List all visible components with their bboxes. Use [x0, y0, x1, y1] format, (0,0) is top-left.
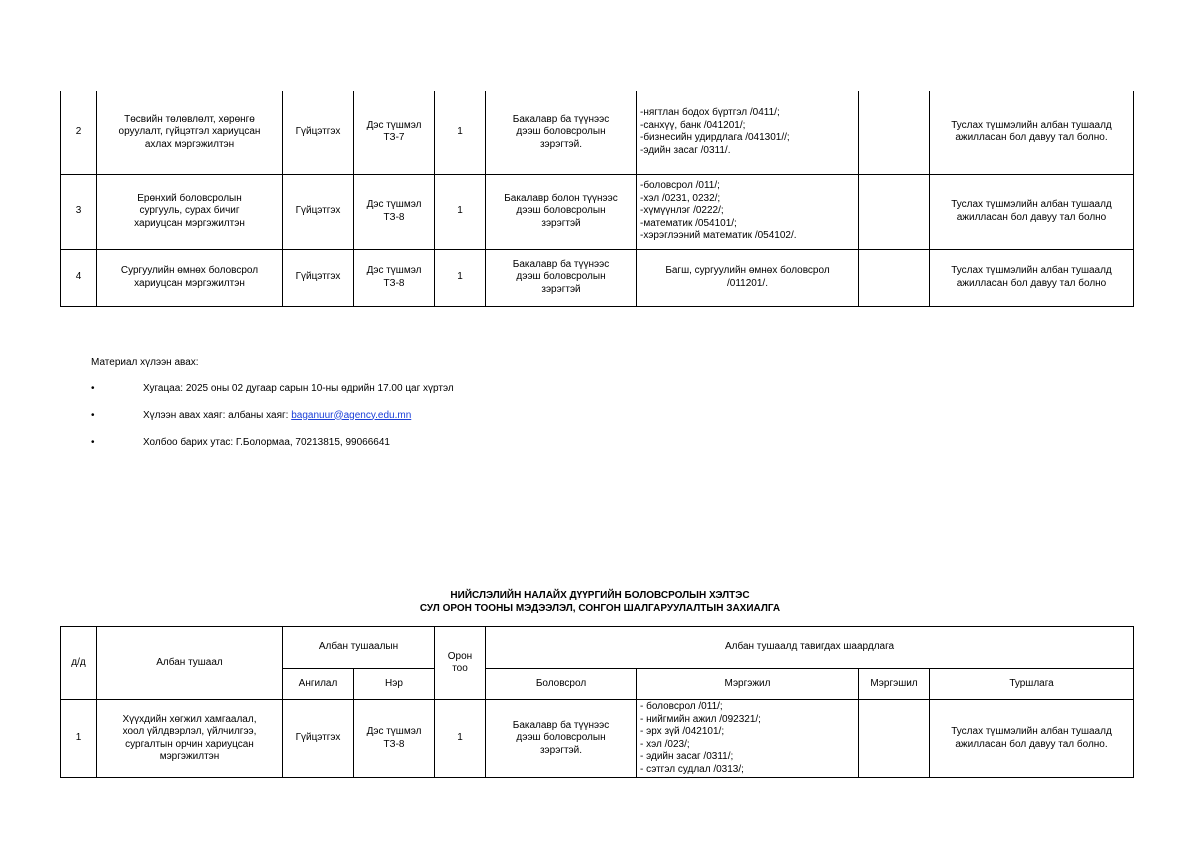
- header-experience: Туршлага: [930, 669, 1134, 700]
- cell-profession: [637, 91, 859, 174]
- education-line: зэрэгтэй: [541, 283, 581, 295]
- cell-profession: [637, 700, 859, 778]
- cell-skill: [859, 700, 930, 778]
- profession-line: -нягтлан бодох бүртгэл /0411/;: [640, 107, 780, 119]
- experience-line: Туслах түшмэлийн албан тушаалд: [951, 265, 1112, 276]
- cell-experience: [930, 91, 1134, 174]
- position-line: Төсвийн төлөвлөлт, хөрөнгө: [124, 113, 255, 125]
- table-row: [61, 174, 1134, 249]
- position-line: мэргэжилтэн: [159, 751, 220, 762]
- rank-line: ТЗ-8: [383, 211, 405, 223]
- education-line: дээш боловсролын: [516, 126, 606, 137]
- cell-rank: [354, 174, 435, 249]
- rank-line: ТЗ-8: [383, 738, 405, 750]
- cell-profession: [637, 174, 859, 249]
- cell-position: [97, 700, 283, 778]
- cell-count: 1: [435, 249, 486, 306]
- position-line: хариуцсан мэргэжилтэн: [134, 217, 245, 229]
- bullet: •: [91, 436, 95, 448]
- document-heading: [0, 589, 1200, 615]
- header-position-of: Албан тушаалын: [283, 627, 435, 669]
- header-requirements: Албан тушаалд тавигдах шаардлага: [486, 627, 1134, 669]
- position-line: Хүүхдийн хөгжил хамгаалал,: [122, 713, 257, 725]
- cell-position: [97, 91, 283, 174]
- cell-no: 3: [61, 174, 97, 249]
- vacancy-table: [60, 626, 1134, 778]
- profession-line: - хэл /023/;: [640, 738, 690, 750]
- heading-line-2: СУЛ ОРОН ТООНЫ МЭДЭЭЛЭЛ, СОНГОН ШАЛГАРУУЛАЛТЫН ЗАХИАЛГА: [419, 603, 781, 614]
- cell-category: Гүйцэтгэх: [283, 91, 354, 174]
- header-profession: Мэргэжил: [637, 669, 859, 700]
- profession-line: - эрх зүй /042101/;: [640, 726, 725, 737]
- profession-line: - эдийн засаг /0311/;: [640, 751, 734, 762]
- experience-line: ажилласан бол давуу тал болно: [956, 277, 1107, 289]
- profession-line: -боловсрол /011/;: [640, 180, 720, 192]
- cell-skill: [859, 174, 930, 249]
- bullet: •: [91, 382, 95, 394]
- position-line: ахлах мэргэжилтэн: [144, 138, 235, 150]
- profession-line: -эдийн засаг /0311/.: [640, 144, 731, 156]
- education-line: зэрэгтэй.: [539, 744, 583, 756]
- cell-education: [486, 700, 637, 778]
- profession-line: -хүмүүнлэг /0222/;: [640, 205, 724, 217]
- experience-line: ажилласан бол давуу тал болно: [956, 211, 1107, 223]
- header-no: д/д: [61, 627, 97, 700]
- education-line: зэрэгтэй: [541, 217, 581, 229]
- education-line: дээш боловсролын: [516, 271, 606, 283]
- cell-rank: [354, 249, 435, 306]
- cell-category: Гүйцэтгэх: [283, 249, 354, 306]
- profession-line: /011201/.: [727, 277, 768, 289]
- cell-no: 4: [61, 249, 97, 306]
- cell-skill: [859, 91, 930, 174]
- cell-profession: [637, 249, 859, 306]
- cell-position: [97, 174, 283, 249]
- cell-count: 1: [435, 700, 486, 778]
- bullet: •: [91, 409, 95, 421]
- rank-line: Дэс түшмэл: [366, 199, 422, 210]
- position-line: Ерөнхий боловсролын: [137, 192, 242, 204]
- rank-line: ТЗ-7: [383, 132, 405, 144]
- header-count-line: Орон: [447, 650, 473, 662]
- profession-line: - боловсрол /011/;: [640, 701, 723, 712]
- education-line: зэрэгтэй.: [539, 138, 583, 150]
- profession-line: -хэрэглээний математик /054102/.: [640, 230, 797, 242]
- cell-education: [486, 174, 637, 249]
- position-line: сургууль, сурах бичиг: [139, 205, 240, 217]
- header-position: Албан тушаал: [97, 627, 283, 700]
- education-line: Бакалавр болон түүнээс: [504, 192, 618, 204]
- cell-rank: [354, 700, 435, 778]
- materials-heading: Материал хүлээн авах:: [91, 357, 199, 368]
- rank-line: ТЗ-8: [383, 277, 405, 289]
- profession-line: - сэтгэл судлал /0313/;: [640, 763, 744, 775]
- contact-item: [91, 437, 454, 451]
- cell-category: Гүйцэтгэх: [283, 700, 354, 778]
- cell-experience: [930, 700, 1134, 778]
- address-label: Хүлээн авах хаяг: албаны хаяг:: [143, 409, 292, 421]
- cell-rank: [354, 91, 435, 174]
- education-line: Бакалавр ба түүнээс: [512, 113, 610, 125]
- deadline-item: [91, 383, 454, 397]
- education-line: Бакалавр ба түүнээс: [512, 258, 610, 270]
- cell-education: [486, 249, 637, 306]
- header-count-line: тоо: [452, 663, 468, 674]
- position-line: оруулалт, гүйцэтгэл хариуцсан: [118, 126, 261, 137]
- profession-line: -хэл /0231, 0232/;: [640, 192, 721, 204]
- experience-line: ажилласан бол давуу тал болно.: [955, 132, 1108, 144]
- cell-no: 2: [61, 91, 97, 174]
- position-line: сургалтын орчин хариуцсан: [125, 738, 254, 750]
- profession-line: Багш, сургуулийн өмнөх боловсрол: [665, 265, 830, 276]
- cell-skill: [859, 249, 930, 306]
- profession-line: - нийгмийн ажил /092321/;: [640, 713, 761, 725]
- heading-line-1: НИЙСЛЭЛИЙН НАЛАЙХ ДҮҮРГИЙН БОЛОВСРОЛЫН ХЭЛТЭС: [450, 590, 750, 601]
- cell-position: [97, 249, 283, 306]
- position-line: хариуцсан мэргэжилтэн: [134, 277, 245, 289]
- header-skill: Мэргэшил: [859, 669, 930, 700]
- rank-line: Дэс түшмэл: [366, 119, 422, 131]
- cell-count: 1: [435, 174, 486, 249]
- rank-line: Дэс түшмэл: [366, 265, 422, 276]
- contact-text: Холбоо барих утас: Г.Болормаа, 70213815, 99066641: [143, 436, 390, 448]
- cell-no: 1: [61, 700, 97, 778]
- header-education: Боловсрол: [486, 669, 637, 700]
- education-line: дээш боловсролын: [516, 205, 606, 217]
- experience-line: Туслах түшмэлийн албан тушаалд: [951, 199, 1112, 210]
- cell-category: Гүйцэтгэх: [283, 174, 354, 249]
- table-row: [61, 700, 1134, 778]
- email-link[interactable]: baganuur@agency.edu.mn: [291, 409, 412, 421]
- profession-line: -санхүү, банк /041201/;: [640, 119, 746, 131]
- cell-experience: [930, 249, 1134, 306]
- position-line: хоол үйлдвэрлэл, үйлчилгээ,: [122, 726, 257, 737]
- cell-experience: [930, 174, 1134, 249]
- position-line: Сургуулийн өмнөх боловсрол: [120, 265, 259, 276]
- deadline-text: Хугацаа: 2025 оны 02 дугаар сарын 10-ны өдрийн 17.00 цаг хүртэл: [143, 382, 454, 394]
- experience-line: Туслах түшмэлийн албан тушаалд: [951, 726, 1112, 737]
- experience-line: Туслах түшмэлийн албан тушаалд: [951, 119, 1112, 131]
- profession-line: -бизнесийн удирдлага /041301//;: [640, 132, 790, 144]
- table-row: [61, 91, 1134, 174]
- cell-education: [486, 91, 637, 174]
- table-row: [61, 249, 1134, 306]
- header-rank: Нэр: [354, 669, 435, 700]
- profession-line: -математик /054101/;: [640, 217, 737, 229]
- header-count: [435, 627, 486, 700]
- address-item: [91, 410, 454, 424]
- cell-count: 1: [435, 91, 486, 174]
- education-line: Бакалавр ба түүнээс: [512, 719, 610, 731]
- vacancy-table-continued: [60, 91, 1134, 307]
- header-category: Ангилал: [283, 669, 354, 700]
- materials-section: [91, 357, 454, 464]
- education-line: дээш боловсролын: [516, 732, 606, 744]
- rank-line: Дэс түшмэл: [366, 726, 422, 737]
- experience-line: ажилласан бол давуу тал болно.: [955, 738, 1108, 750]
